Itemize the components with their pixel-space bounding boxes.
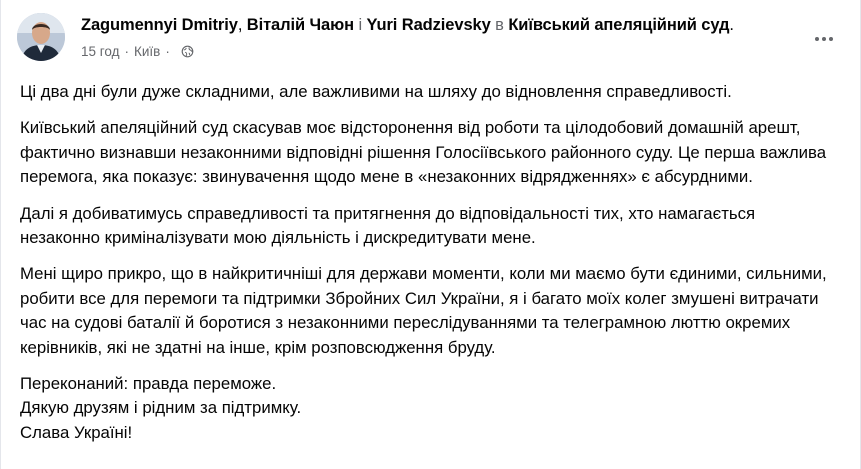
group-name-link[interactable]: Київський апеляційний суд	[508, 16, 730, 34]
author-avatar[interactable]	[17, 13, 65, 61]
author-separator-2: і	[358, 16, 363, 34]
post-header	[81, 16, 734, 35]
author-name-1[interactable]: Zagumennyi Dmitriy	[81, 16, 238, 34]
author-name-3[interactable]: Yuri Radzievsky	[366, 16, 491, 34]
meta-separator-2: ·	[165, 44, 170, 59]
in-group-word: в	[495, 16, 504, 34]
more-options-button[interactable]	[810, 30, 838, 48]
post-paragraph: Мені щиро прикро, що в найкритичніші для держави моменти, коли ми маємо бути єдиними, сильними, робити все для перемоги та підтримки Збройних Сил України, я і багато моїх колег змушені витрачати час на судові баталії й боротися з незаконними переслідуваннями та телеграмною люттю окремих керівників, які не здатні на інше, крім розповсюдження бруду.	[20, 264, 827, 357]
post-closing-line: Переконаний: правда переможе.	[20, 374, 277, 394]
post-paragraph: Ці два дні були дуже складними, але важливими на шляху до відновлення справедливості.	[20, 82, 732, 101]
post-timestamp[interactable]: 15 год	[81, 44, 120, 59]
post-closing-line: Слава Україні!	[20, 422, 133, 442]
post-location[interactable]: Київ	[133, 44, 161, 59]
post-meta	[81, 44, 194, 59]
post-paragraph: Київський апеляційний суд скасував моє відсторонення від роботи та цілодобовий домашній арешт, фактично визнавши незаконними відповідні рішення Голосіївського районного суду. Це перша важлива перемога, яка показує: звинувачення щодо мене в «незаконних відрядженнях» є абсурдними.	[20, 118, 827, 187]
post-body	[20, 80, 835, 445]
more-horizontal-icon-dot	[829, 37, 833, 41]
header-trailing-dot: .	[729, 16, 734, 34]
more-horizontal-icon-dot	[822, 37, 826, 41]
author-name-2[interactable]: Віталій Чаюн	[246, 16, 354, 34]
post-closing-line: Дякую друзям і рідним за підтримку.	[20, 398, 302, 418]
meta-separator: ·	[124, 44, 129, 59]
more-horizontal-icon	[815, 37, 819, 41]
post-paragraph: Далі я добиватимусь справедливості та притягнення до відповідальності тих, хто намагається незаконно криміналізувати мою діяльність і дискредитувати мене.	[20, 203, 756, 248]
globe-icon[interactable]	[181, 45, 194, 58]
author-separator-1: ,	[237, 16, 243, 34]
avatar-photo	[17, 13, 65, 61]
